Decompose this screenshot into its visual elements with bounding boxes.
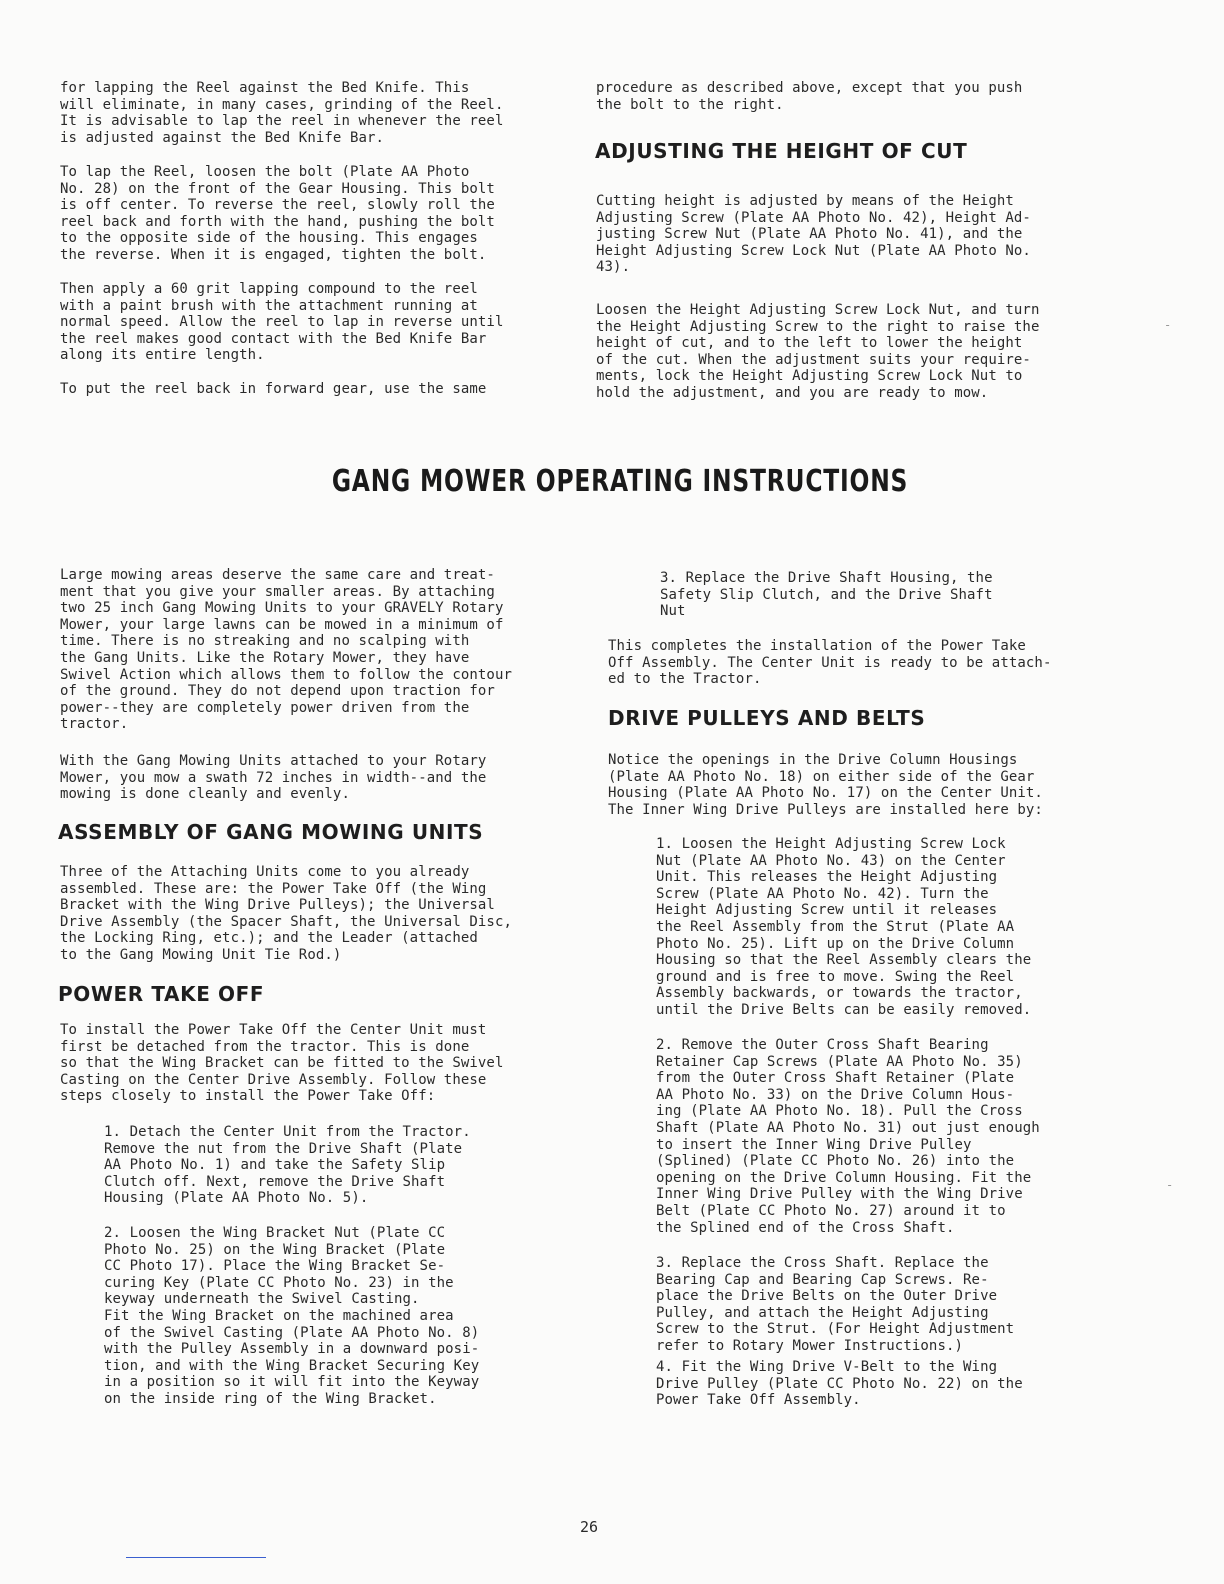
heading-power-take-off: POWER TAKE OFF [58, 982, 265, 1006]
completes-paragraph: This completes the installation of the Power Take Off Assembly. The Center Unit is ready to be attach- ed to the Tractor. [608, 638, 1052, 688]
cutting-height-paragraph: Cutting height is adjusted by means of the Height Adjusting Screw (Plate AA Photo No. 42), Height Ad- justing Screw Nut (Plate AA Photo No. 41), and the Height Adjusting Screw Lock Nut (Plate AA Photo No. 43). [596, 193, 1031, 276]
loosen-lock-nut-paragraph: Loosen the Height Adjusting Screw Lock Nut, and turn the Height Adjusting Screw to the right to raise the height of cut, and to the left to lower the height of the cut. When the adjustment suits your require- ments, lock the Height Adjusting Screw Lock Nut to hold the adjustment, and you are ready to mow. [596, 302, 1040, 401]
lapping-paragraph-4: To put the reel back in forward gear, use the same [60, 381, 487, 397]
power-take-off-paragraph: To install the Power Take Off the Center Unit must first be detached from the tractor. This is done so that the Wing Bracket can be fitted to the Swivel Casting on the Center Drive Assembly. Follow these steps closely to install the Power Take Off: [60, 1022, 504, 1105]
pulley-step-3: 3. Replace the Cross Shaft. Replace the Bearing Cap and Bearing Cap Screws. Re- place the Drive Belts on the Outer Drive Pulley, and attach the Height Adjusting Screw to the Strut. (For Height Adjustment refer to Rotary Mower Instructions.) [656, 1255, 1015, 1354]
pulley-step-1: 1. Loosen the Height Adjusting Screw Lock Nut (Plate AA Photo No. 43) on the Center Unit. This releases the Height Adjusting Screw (Plate AA Photo No. 42). Turn the Height Adjusting Screw until it releases the Reel Assembly from the Strut (Plate AA Photo No. 25). Lift up on the Drive Column Housing so that the Reel Assembly clears the ground and is free to move. Swing the Reel Assembly backwards, or towards the tractor, until the Drive Belts can be easily removed. [656, 836, 1032, 1018]
pto-step-3: 3. Replace the Drive Shaft Housing, the Safety Slip Clutch, and the Drive Shaft Nut [660, 570, 993, 620]
lapping-paragraph-2: To lap the Reel, loosen the bolt (Plate AA Photo No. 28) on the front of the Gear Housing. This bolt is off center. To reverse the reel, slowly roll the reel back and forth with the hand, pushing the bolt to the opposite side of the housing. This engages the reverse. When it is engaged, tighten the bolt. [60, 164, 495, 263]
swath-paragraph: With the Gang Mowing Units attached to your Rotary Mower, you mow a swath 72 inches in width--and the mowing is done cleanly and evenly. [60, 753, 487, 803]
page-number: 26 [580, 1518, 599, 1536]
heading-adjusting-height: ADJUSTING THE HEIGHT OF CUT [595, 139, 968, 163]
margin-mark: - [1164, 318, 1172, 332]
pulley-step-2: 2. Remove the Outer Cross Shaft Bearing Retainer Cap Screws (Plate AA Photo No. 35) from the Outer Cross Shaft Retainer (Plate AA Photo No. 33) on the Drive Column Hous- ing (Plate AA Photo No. 18). Pull the Cross Shaft (Plate AA Photo No. 31) out just enough to insert the Inner Wing Drive Pulley (Splined) (Plate CC Photo No. 26) into the opening on the Drive Column Housing. Fit the Inner Wing Drive Pulley with the Wing Drive Belt (Plate CC Photo No. 27) around it to the Splined end of the Cross Shaft. [656, 1037, 1040, 1236]
lapping-paragraph-3: Then apply a 60 grit lapping compound to the reel with a paint brush with the attachment running at normal speed. Allow the reel to lap in reverse until the reel makes good contact with the Bed Knife Bar along its entire length. [60, 281, 504, 364]
margin-mark: - [1166, 1178, 1174, 1192]
pto-step-1: 1. Detach the Center Unit from the Tractor. Remove the nut from the Drive Shaft (Plate AA Photo No. 1) and take the Safety Slip Clutch off. Next, remove the Drive Shaft Housing (Plate AA Photo No. 5). [104, 1124, 471, 1207]
page-title: GANG MOWER OPERATING INSTRUCTIONS [331, 464, 909, 499]
pto-step-2: 2. Loosen the Wing Bracket Nut (Plate CC Photo No. 25) on the Wing Bracket (Plate CC Photo 17). Place the Wing Bracket Se- curing Key (Plate CC Photo No. 23) in the keyway underneath the Swivel Casting. Fit the Wing Bracket on the machined area of the Swivel Casting (Plate AA Photo No. 8) with the Pulley Assembly in a downward posi- tion, and with the Wing Bracket Securing Key in a position so it will fit into the Keyway on the inside ring of the Wing Bracket. [104, 1225, 480, 1407]
bottom-rule [126, 1557, 266, 1558]
procedure-paragraph: procedure as described above, except that you push the bolt to the right. [596, 80, 1023, 113]
heading-assembly: ASSEMBLY OF GANG MOWING UNITS [58, 820, 484, 844]
pulley-step-4: 4. Fit the Wing Drive V-Belt to the Wing Drive Pulley (Plate CC Photo No. 22) on the Power Take Off Assembly. [656, 1359, 1023, 1409]
openings-paragraph: Notice the openings in the Drive Column Housings (Plate AA Photo No. 18) on either side of the Gear Housing (Plate AA Photo No. 17) on the Center Unit. The Inner Wing Drive Pulleys are installed here by: [608, 752, 1043, 818]
intro-paragraph: Large mowing areas deserve the same care and treat- ment that you give your smaller areas. By attaching two 25 inch Gang Mowing Units to your GRAVELY Rotary Mower, your large lawns can be mowed in a minimum of time. There is no streaking and no scalping with the Gang Units. Like the Rotary Mower, they have Swivel Action which allows them to follow the contour of the ground. They do not depend upon traction for power--they are completely power driven from the tractor. [60, 567, 513, 733]
lapping-paragraph-1: for lapping the Reel against the Bed Knife. This will eliminate, in many cases, grinding of the Reel. It is advisable to lap the reel in whenever the reel is adjusted against the Bed Knife Bar. [60, 80, 504, 146]
assembly-paragraph: Three of the Attaching Units come to you already assembled. These are: the Power Take Off (the Wing Bracket with the Wing Drive Pulleys); the Universal Drive Assembly (the Spacer Shaft, the Universal Disc, the Locking Ring, etc.); and the Leader (attached to the Gang Mowing Unit Tie Rod.) [60, 864, 513, 963]
heading-drive-pulleys: DRIVE PULLEYS AND BELTS [608, 706, 926, 730]
